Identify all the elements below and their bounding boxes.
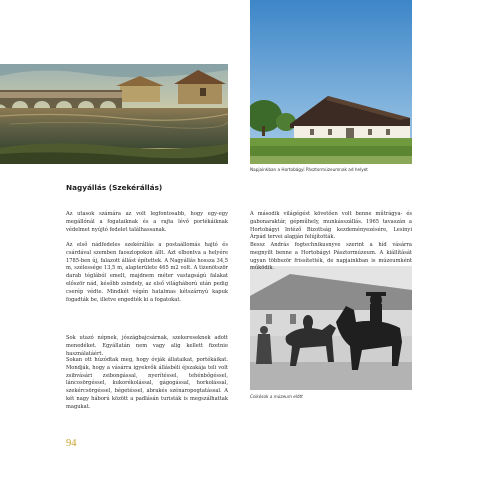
left-paragraph-1: Az utasok számára az volt legfontosabb, hogy egy-egy megállónál a fogataiknak és a rajta lévő portékáiknak védelmet nyújtó fedelet találhassanak. [66, 211, 228, 233]
left-paragraph-3: Sok utazó népnek, jószágbajcsárnak, szekereseknek adott menedéket. Egyállatán nem vagy alig kellett fizetnie használatáért. [66, 335, 228, 357]
article-heading: Nagyállás (Szekérállás) [66, 183, 163, 192]
left-paragraph-2: Az első nádfedeles szekérállás a postaállomás hajtó és csárdával szemben faoszlopokon állt. Azt elbontva a helyére 1785-ben új, falazott állást építettek. A Nagyállás hossza 34,5 m, szélessége 13,5 m, alapterülete 465 m2 volt. A tizenötször darab téglából emelt, majdnem méter vastagságú falakat először nád, később zsindely, az első világháború után pedig cserép védte. Mindkét végén hatalmas kétszárnyú kapuk fogadták be, illetve engedték ki a fogatokat. [66, 242, 228, 303]
right-paragraph-2: Bessz András fogtechnikusnyve szerint a híd vásárra megnyílt benne a Hortobágyi Pásztormúzeum. A kiállítását ugyan többször frissítették, de napjainkban is múzeumként működik. [250, 242, 412, 272]
horse-riders-photo [250, 266, 412, 390]
museum-building-photo-icon [250, 0, 412, 164]
museum-photo-caption: Napjainkban a Hortobágyi Pásztormúzeumnak ad helyet [250, 167, 368, 172]
bridge-painting-icon [0, 64, 228, 164]
page-number: 94 [66, 438, 77, 449]
horse-riders-photo-icon [250, 266, 412, 390]
museum-building-photo [250, 0, 412, 164]
bridge-painting-image [0, 64, 228, 164]
left-paragraph-4: Sokan ott húzódtak meg, hogy óvják állataikat, portékáikat. Mondják, hogy a vásárra igyekvők állásbéli éjszakája teli volt zsibvásári zsibongással, nyerítéssel, tehénbőgéssel, láncosörgéssel, kukorékolással, gágogással, horkolással, szekércsörgéssel, bégetéssel, abrakés szénaropogtatással. A két nagy háború között a padlásán turisták is megszálhattak magukat. [66, 357, 228, 410]
right-paragraph-1: A második világégést követően volt benne műtrágya- és gabonaraktár, gépműhely, munkásszállás. 1965 tavaszán a Hortobágyi Intéző Bizottság kezdeményezésére, Lesinyi Árpád tervei alapján felújították. [250, 211, 412, 241]
riders-photo-caption: Csikósok a múzeum előtt [250, 394, 303, 399]
